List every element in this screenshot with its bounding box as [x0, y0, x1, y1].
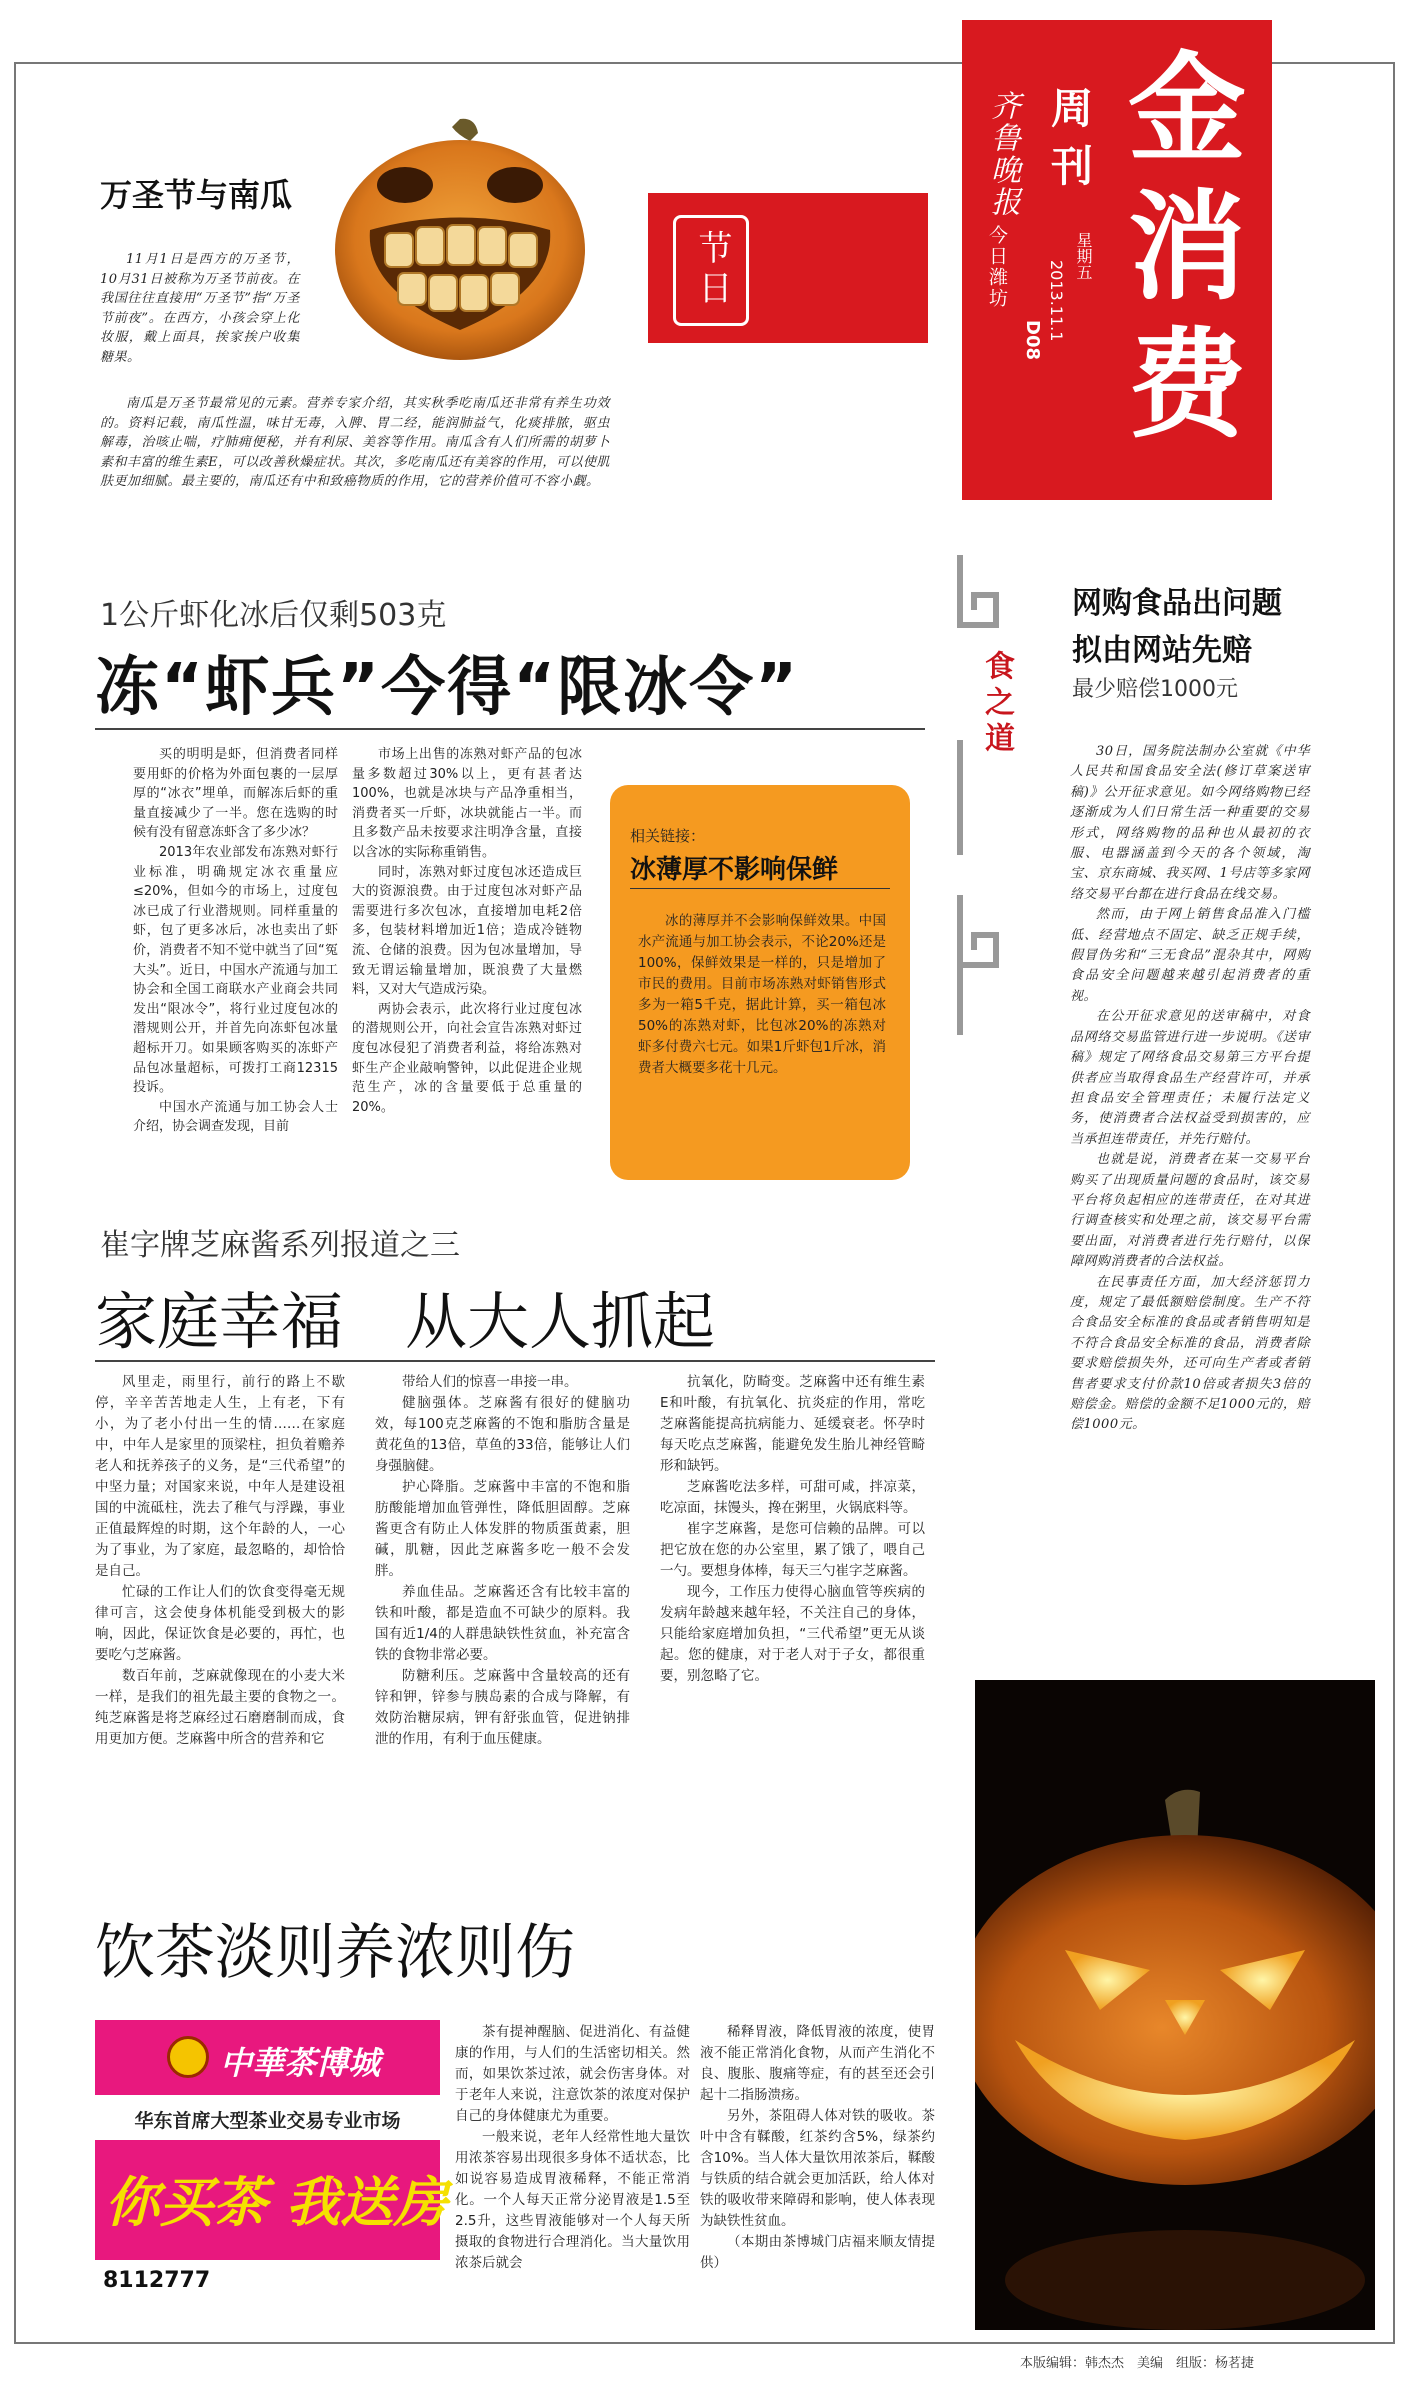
jack-o-lantern-photo [975, 1680, 1375, 2330]
jack-o-lantern-icon [975, 1680, 1375, 2330]
paragraph: 现今，工作压力使得心脑血管等疾病的发病年龄越来越年轻，不关注自己的身体，只能给家庭增加负担，“三代希望”更无从谈起。您的健康，对于老人对于子女，都很重要，别忽略了它。 [660, 1584, 925, 1684]
paragraph: 市场上出售的冻熟对虾产品的包冰量多数超过30%以上，更有甚者达100%，也就是冰块与产品净重相当，消费者买一斤虾，冰块就能占一半。而且多数产品未按要求注明净含量，直接以含冰的实际称重销售。 [352, 747, 582, 860]
sesame-col-3 [660, 1372, 925, 1687]
tea-ad-slogan-box [95, 2140, 448, 2260]
masthead-page: D08 [1022, 320, 1043, 360]
masthead-date: 2013.11.1 [1047, 260, 1066, 342]
sesame-divider [95, 1360, 935, 1362]
paragraph: （本期由茶博城门店福来顺友情提供） [700, 2234, 935, 2271]
shrimp-col-2 [352, 745, 582, 1117]
masthead-title-char: 费 [1127, 315, 1246, 454]
paragraph: 然而，由于网上销售食品准入门槛低、经营地点不固定、缺乏正规手续，假冒伪劣和“三无食品”混杂其中，网购食品安全问题越来越引起消费者的重视。 [1070, 907, 1310, 1004]
tea-ad-slogan: 你买茶 我送房 [105, 2171, 448, 2234]
related-title: 冰薄厚不影响保鲜 [630, 855, 839, 885]
tea-ad-tagline: 华东首席大型茶业交易专业市场 [134, 2110, 401, 2132]
paragraph: 在公开征求意见的送审稿中，对食品网络交易监管进行进一步说明。《送审稿》规定了网络食品交易第三方平台提供者应当取得食品生产经营许可，并承担食品安全管理责任；未履行法定义务，使消费者合法权益受到损害的，应当承担连带责任，并先行赔付。 [1070, 1009, 1310, 1147]
footer-credits: 本版编辑：韩杰杰 美编 组版：杨茗捷 [1020, 2356, 1255, 2371]
paragraph: 2013年农业部发布冻熟对虾行业标准，明确规定冰衣重量应≤20%，但如今的市场上，过度包冰已成了行业潜规则。同样重量的虾，包了更多冰后，冰也卖出了虾价，消费者不知不觉中就当了回“冤大头”。近日，中国水产流通与加工协会和全国工商联水产业商会共同发出“限冰令”，将行业过度包冰的潜规则公开，并首先向冻虾包冰量超标开刀。如果顾客购买的冻虾产品包冰量超标，可拨打工商12315投诉。 [133, 844, 338, 1096]
tea-logo-icon [167, 2036, 209, 2078]
tea-ad-banner [95, 2020, 440, 2095]
paragraph: 健脑强体。芝麻酱有很好的健脑功效，每100克芝麻酱的不饱和脂肪含量是黄花鱼的13倍，草鱼的33倍，能够让人们身强脑健。 [375, 1395, 630, 1474]
paragraph: 崔字芝麻酱，是您可信赖的品牌。可以把它放在您的办公室里，累了饿了，喂自己一勺。要想身体棒，每天三勺崔字芝麻酱。 [660, 1521, 925, 1579]
related-link-box [610, 785, 910, 1180]
fret-ornament-icon [952, 555, 1012, 1035]
paragraph: 30日，国务院法制办公室就《中华人民共和国食品安全法(修订草案送审稿)》公开征求意见。如今网络购物已经逐渐成为人们日常生活一种重要的交易形式，网络购物的品种也从最初的衣服、电器涵盖到今天的各个领域，淘宝、京东商城、我买网、1号店等多家网络交易平台都在进行食品在线交易。 [1070, 744, 1310, 902]
related-text [638, 911, 886, 1079]
masthead-weekday: 星期五 [1074, 232, 1093, 280]
paragraph: 南瓜是万圣节最常见的元素。营养专家介绍，其实秋季吃南瓜还非常有养生功效的。资料记载，南瓜性温，味甘无毒，入脾、胃二经，能润肺益气，化痰排脓，驱虫解毒，治咳止喘，疗肺痈便秘，并有利尿、美容等作用。南瓜含有人们所需的胡萝卜素和丰富的维生素E，可以改善秋燥症状。其次，多吃南瓜还有美容的作用，可以使肌肤更加细腻。最主要的，南瓜还有中和致癌物质的作用，它的营养价值可不容小觑。 [100, 396, 610, 490]
paragraph: 稀释胃液，降低胃液的浓度，使胃液不能正常消化食物，从而产生消化不良、腹胀、腹痛等症，有的甚至还会引起十二指肠溃疡。 [700, 2024, 935, 2103]
paragraph: 在民事责任方面，加大经济惩罚力度，规定了最低额赔偿制度。生产不符合食品安全标准的食品或者销售明知是不符合食品安全标准的食品，消费者除要求赔偿损失外，还可向生产者或者销售者要求支付价款10倍或者损失3倍的赔偿金。赔偿的金额不足1000元的，赔偿1000元。 [1070, 1274, 1310, 1433]
shrimp-headline: 冻“虾兵”今得“限冰令” [95, 651, 800, 725]
masthead [962, 20, 1272, 500]
tea-col-1 [455, 2022, 690, 2274]
food-section-label: 食之道 [979, 650, 1014, 758]
paragraph: 数百年前，芝麻就像现在的小麦大米一样，是我们的祖先最主要的食物之一。纯芝麻酱是将芝麻经过石磨磨制而成，食用更加方便。芝麻酱中所含的营养和它 [95, 1668, 345, 1747]
tea-ad-phone: 8112777 [103, 2268, 211, 2293]
food-article [1070, 742, 1310, 1436]
masthead-title-char: 消 [1127, 177, 1246, 316]
paragraph: 另外，茶阻碍人体对铁的吸收。茶叶中含有鞣酸，红茶约含5%，绿茶约含10%。当人体大量饮用浓茶后，鞣酸与铁质的结合就会更加活跃，给人体对铁的吸收带来障碍和影响，使人体表现为缺铁性贫血。 [700, 2108, 935, 2229]
food-subhead: 最少赔偿1000元 [1072, 677, 1238, 702]
paragraph: 中国水产流通与加工协会人士介绍，协会调查发现，目前 [133, 1099, 338, 1135]
masthead-title [1112, 40, 1262, 454]
related-label: 相关链接： [630, 827, 706, 845]
paragraph: 两协会表示，此次将行业过度包冰的潜规则公开，向社会宣告冻熟对虾过度包冰侵犯了消费者利益，将给冻熟对虾生产企业敲响警钟，以此促进企业规范生产，冰的含量要低于总重量的20%。 [352, 1001, 582, 1115]
shrimp-divider [95, 728, 925, 730]
food-headline-2: 拟由网站先赔 [1072, 633, 1252, 668]
paragraph: 冰的薄厚并不会影响保鲜效果。中国水产流通与加工协会表示，不论20%还是100%，保鲜效果是一样的，只是增加了市民的费用。目前市场冻熟对虾销售形式多为一箱5千克，据此计算，买一箱包冰50%的冻熟对虾，比包冰20%的冻熟对虾多付费六七元。如果1斤虾包1斤冰，消费者大概要多花十几元。 [638, 913, 886, 1076]
paragraph: 防糖利压。芝麻酱中含量较高的还有锌和钾，锌参与胰岛素的合成与降解，有效防治糖尿病，钾有舒张血管，促进钠排泄的作用，有利于血压健康。 [375, 1668, 630, 1747]
masthead-title-char: 金 [1127, 39, 1246, 178]
shrimp-subtitle: 1公斤虾化冰后仅剩503克 [100, 598, 447, 633]
festival-tag-label: 节日 [692, 230, 732, 310]
pumpkin-photo [330, 115, 590, 365]
paragraph: 护心降脂。芝麻酱中丰富的不饱和脂肪酸能增加血管弹性，降低胆固醇。芝麻酱更含有防止人体发胖的物质蛋黄素，胆碱，肌糖，因此芝麻酱多吃一般不会发胖。 [375, 1479, 630, 1579]
paragraph: 养血佳品。芝麻酱还含有比较丰富的铁和叶酸，都是造血不可缺少的原料。我国有近1/4的人群患缺铁性贫血，补充富含铁的食物非常必要。 [375, 1584, 630, 1663]
tea-col-2 [700, 2022, 935, 2274]
tea-ad-brand: 中華茶博城 [220, 2044, 381, 2082]
paragraph: 买的明明是虾，但消费者同样要用虾的价格为外面包裹的一层厚厚的“冰衣”埋单，而解冻后虾的重量直接减少了一半。您在选购的时候有没有留意冻虾含了多少冰？ [133, 747, 338, 841]
tea-headline: 饮茶淡则养浓则伤 [95, 1918, 575, 1988]
sesame-col-1 [95, 1372, 345, 1750]
halloween-title: 万圣节与南瓜 [100, 176, 293, 214]
sesame-headline: 家庭幸福 从大人抓起 [95, 1285, 716, 1358]
paragraph: 也就是说，消费者在某一交易平台购买了出现质量问题的食品时，该交易平台将负起相应的连带责任，在对其进行调查核实和处理之前，该交易平台需要出面，对消费者进行先行赔付，以保障网购消费者的合法权益。 [1070, 1152, 1310, 1270]
food-section-ornament [952, 555, 1012, 1035]
paragraph: 11月1日是西方的万圣节，10月31日被称为万圣节前夜。在我国往往直接用“万圣节”指“万圣节前夜”。在西方，小孩会穿上化妆服，戴上面具，挨家挨户收集糖果。 [100, 252, 300, 365]
masthead-weekly: 周刊 [1045, 86, 1094, 202]
halloween-article [100, 250, 300, 368]
halloween-article-cont [100, 394, 610, 492]
paragraph: 抗氧化，防畸变。芝麻酱中还有维生素E和叶酸，有抗氧化、抗炎症的作用，常吃芝麻酱能提高抗病能力、延缓衰老。怀孕时每天吃点芝麻酱，能避免发生胎儿神经管畸形和缺钙。 [660, 1374, 925, 1474]
tea-ad [95, 2020, 448, 2295]
festival-tag [648, 193, 928, 343]
shrimp-col-1 [133, 745, 338, 1137]
masthead-paper-name: 齐鲁晚报 [985, 90, 1020, 218]
paragraph: 茶有提神醒脑、促进消化、有益健康的作用，与人们的生活密切相关。然而，如果饮茶过浓，就会伤害身体。对于老年人来说，注意饮茶的浓度对保护自己的身体健康尤为重要。 [455, 2024, 690, 2124]
paragraph: 同时，冻熟对虾过度包冰还造成巨大的资源浪费。由于过度包冰对虾产品需要进行多次包冰，直接增加电耗2倍多，包装材料增加近1倍；造成冷链物流、仓储的浪费。因为包冰量增加，导致无谓运输量增加，既浪费了大量燃料，又对大气造成污染。 [352, 864, 582, 998]
masthead-paper-sub: 今日潍坊 [986, 225, 1008, 309]
sesame-subtitle: 崔字牌芝麻酱系列报道之三 [100, 1228, 460, 1263]
paragraph: 忙碌的工作让人们的饮食变得毫无规律可言，这会使身体机能受到极大的影响，因此，保证饮食是必要的，再忙，也要吃勺芝麻酱。 [95, 1584, 345, 1663]
sesame-col-2 [375, 1372, 630, 1750]
paragraph: 带给人们的惊喜一串接一串。 [402, 1374, 578, 1390]
food-headline-1: 网购食品出问题 [1072, 586, 1282, 621]
festival-tag-inner [673, 215, 749, 326]
paragraph: 风里走，雨里行，前行的路上不歇停，辛辛苦苦地走人生，上有老，下有小，为了老小付出一生的情……在家庭中，中年人是家里的顶梁柱，担负着赡养老人和抚养孩子的义务，是“三代希望”的中坚力量；对国家来说，中年人是建设祖国的中流砥柱，洗去了稚气与浮躁，事业正值最辉煌的时期，这个年龄的人，一心为了事业，为了家庭，最忽略的，却恰恰是自己。 [95, 1374, 345, 1579]
paragraph: 芝麻酱吃法多样，可甜可咸，拌凉菜，吃凉面，抹馒头，搀在粥里，火锅底料等。 [660, 1479, 925, 1516]
related-divider [630, 888, 890, 889]
paragraph: 一般来说，老年人经常性地大量饮用浓茶容易出现很多身体不适状态，比如说容易造成胃液稀释，不能正常消化。一个人每天正常分泌胃液是1.5至2.5升，这些胃液能够对一个人每天所摄取的食物进行合理消化。当大量饮用浓茶后就会 [455, 2129, 690, 2271]
pumpkin-face-icon [330, 115, 590, 365]
